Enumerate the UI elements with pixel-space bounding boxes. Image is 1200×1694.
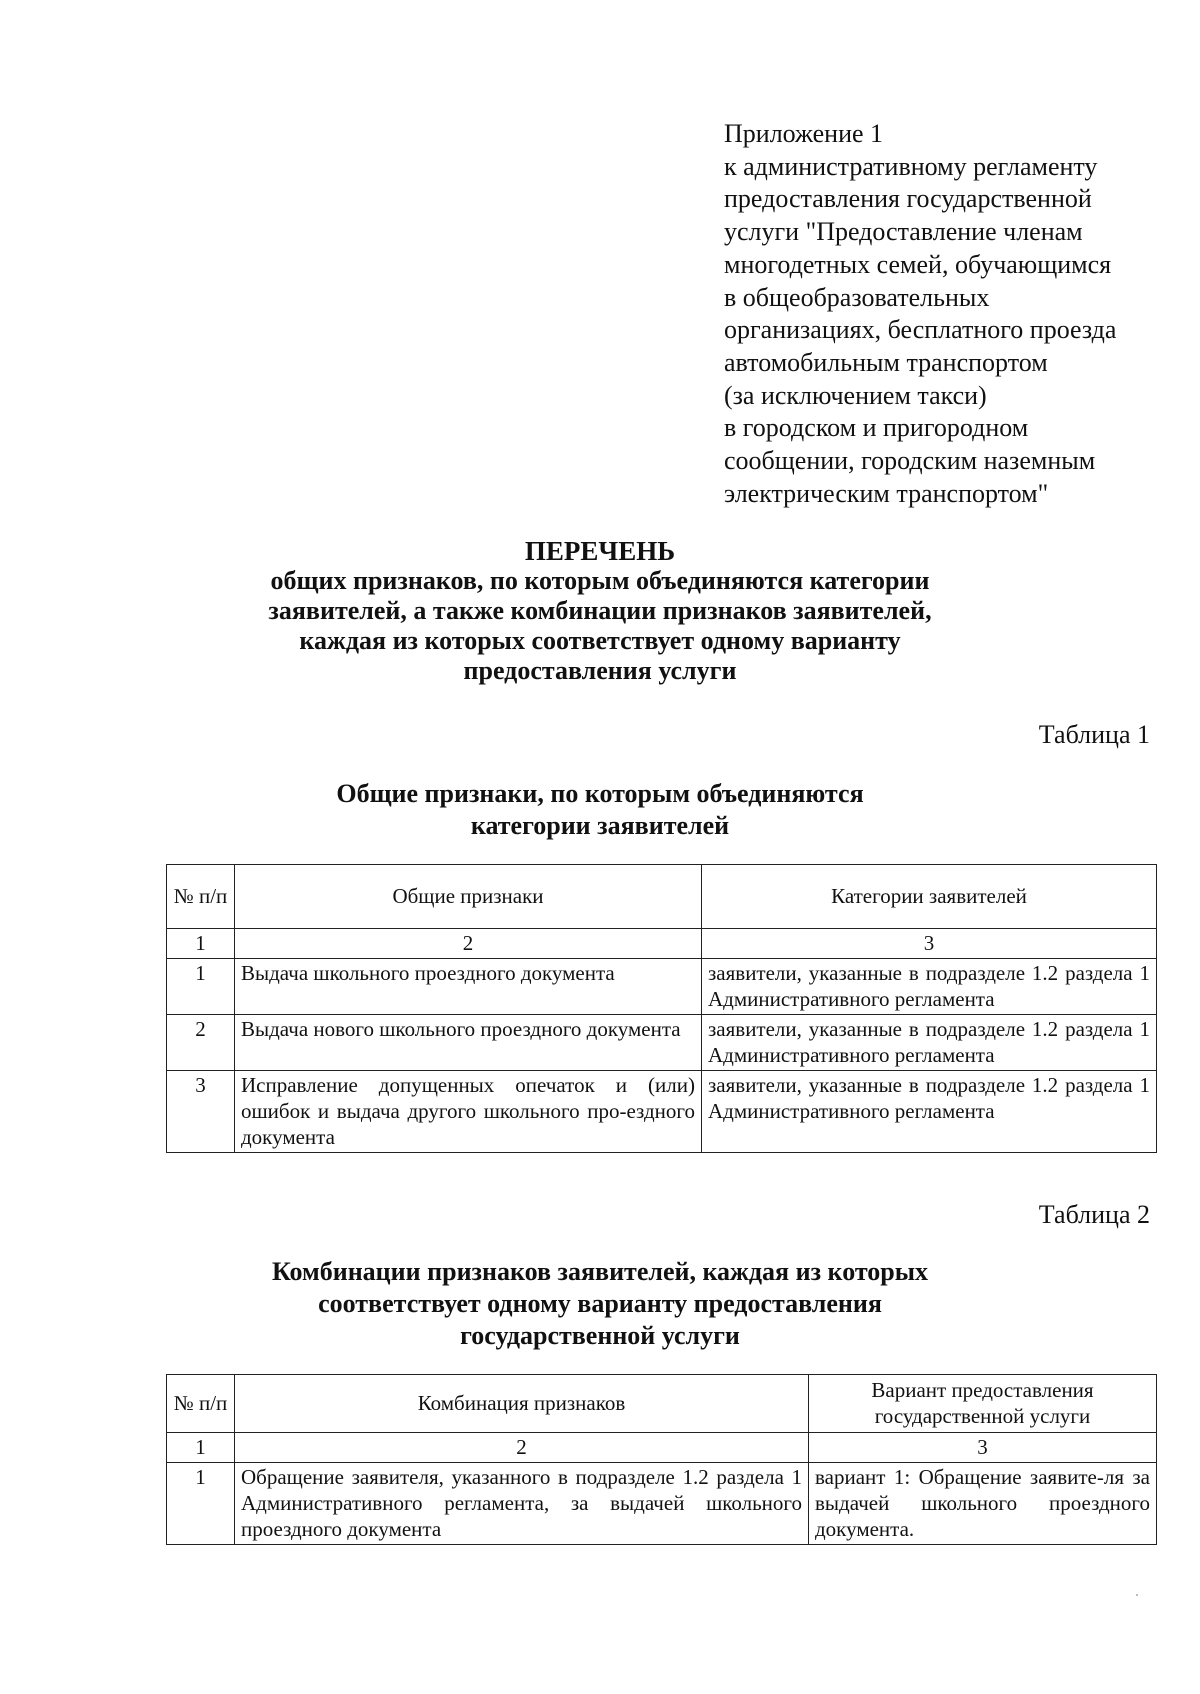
appendix-line: Приложение 1 — [724, 119, 884, 148]
appendix-line: в общеобразовательных — [724, 282, 990, 312]
document-title — [150, 536, 1050, 686]
table1-title-line: категории заявителей — [470, 811, 730, 840]
table-cell: заявители, указанные в подразделе 1.2 раздела 1 Административного регламента — [702, 1071, 1157, 1153]
column-header-number: № п/п — [167, 865, 235, 929]
table2-title-line: Комбинации признаков заявителей, каждая из которых — [271, 1257, 929, 1286]
scan-speck — [1136, 1594, 1138, 1596]
appendix-line: предоставления государственной — [724, 184, 1092, 214]
table-header-row — [167, 865, 1157, 929]
document-title-line: каждая из которых соответствует одному варианту — [299, 626, 901, 655]
table-cell: Выдача школьного проездного документа — [235, 959, 702, 1015]
appendix-line: услуги "Предоставление членам — [724, 217, 1083, 247]
table1-label: Таблица 1 — [1038, 720, 1150, 749]
table-cell: 1 — [167, 929, 235, 959]
table-cell: Обращение заявителя, указанного в подразделе 1.2 раздела 1 Административного регламента, за выдачей школьного проездного документа — [235, 1463, 809, 1545]
column-header-features: Общие признаки — [235, 865, 702, 929]
table-cell: вариант 1: Обращение заявите-ля за выдачей школьного проездного документа. — [809, 1463, 1157, 1545]
table2-title-line: соответствует одному варианту предоставления — [318, 1289, 882, 1318]
appendix-line: многодетных семей, обучающимся — [724, 249, 1112, 279]
appendix-line: сообщении, городским наземным — [724, 446, 1096, 476]
column-header-categories: Категории заявителей — [702, 865, 1157, 929]
document-title-line: предоставления услуги — [463, 656, 737, 685]
document-title-line: общих признаков, по которым объединяются категории — [270, 566, 930, 595]
column-header-number: № п/п — [167, 1375, 235, 1433]
table-row — [167, 1071, 1157, 1153]
appendix-line: к административному регламенту — [724, 151, 1098, 181]
table1 — [166, 864, 1157, 1153]
table-cell: Исправление допущенных опечаток и (или) ошибок и выдача другого школьного про-ездного документа — [235, 1071, 702, 1153]
table-row — [167, 959, 1157, 1015]
table-numbering-row — [167, 1433, 1157, 1463]
table-cell: 1 — [167, 1463, 235, 1545]
appendix-line: автомобильным транспортом — [724, 347, 1048, 377]
table2 — [166, 1374, 1157, 1545]
table-numbering-row — [167, 929, 1157, 959]
column-header-combination: Комбинация признаков — [235, 1375, 809, 1433]
table-cell: 2 — [235, 929, 702, 959]
table1-title-line: Общие признаки, по которым объединяются — [336, 779, 864, 808]
appendix-line: (за исключением такси) — [724, 380, 987, 410]
table-cell: 3 — [809, 1433, 1157, 1463]
table-row — [167, 1463, 1157, 1545]
table-cell: 2 — [167, 1015, 235, 1071]
table-header-row — [167, 1375, 1157, 1433]
appendix-line: электрическим транспортом" — [724, 478, 1049, 508]
table-cell: 3 — [702, 929, 1157, 959]
table-row — [167, 1015, 1157, 1071]
table-cell: 1 — [167, 1433, 235, 1463]
appendix-line: организациях, бесплатного проезда — [724, 315, 1117, 345]
column-header-variant: Вариант предоставления государственной услуги — [809, 1375, 1157, 1433]
table-cell: 2 — [235, 1433, 809, 1463]
table2-label: Таблица 2 — [1038, 1200, 1150, 1229]
table-cell: Выдача нового школьного проездного документа — [235, 1015, 702, 1071]
document-title-line: заявителей, а также комбинации признаков заявителей, — [268, 596, 932, 625]
appendix-line: в городском и пригородном — [724, 413, 1029, 443]
table-cell: заявители, указанные в подразделе 1.2 раздела 1 Административного регламента — [702, 959, 1157, 1015]
table2-title-line: государственной услуги — [460, 1321, 740, 1350]
appendix-block — [724, 118, 1164, 510]
table-cell: заявители, указанные в подразделе 1.2 раздела 1 Административного регламента — [702, 1015, 1157, 1071]
document-heading: ПЕРЕЧЕНЬ — [524, 536, 676, 566]
table-cell: 3 — [167, 1071, 235, 1153]
table-cell: 1 — [167, 959, 235, 1015]
table2-title — [150, 1256, 1050, 1352]
table1-title — [150, 778, 1050, 842]
